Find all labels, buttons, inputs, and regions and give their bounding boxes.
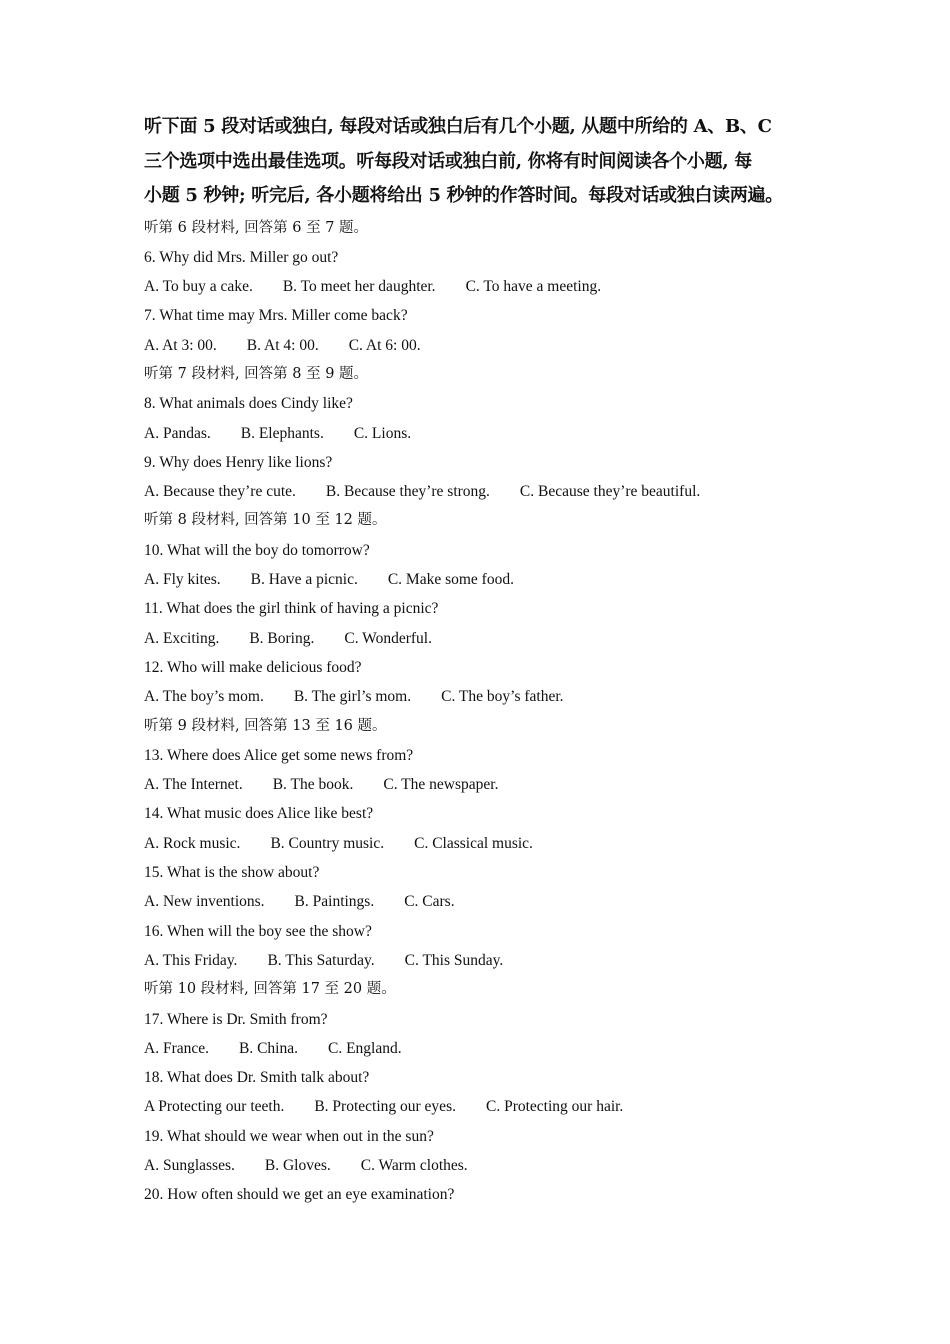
- question-text: 7. What time may Mrs. Miller come back?: [144, 307, 408, 325]
- answer-option: C. Warm clothes.: [360, 1157, 468, 1174]
- answer-option: C. Classical music.: [414, 834, 533, 852]
- document-page: [144, 110, 824, 1210]
- options-row: [144, 770, 824, 799]
- options-row: [144, 565, 824, 594]
- options-row: [144, 887, 824, 916]
- section-heading: 听第 8 段材料, 回答第 10 至 12 题。: [144, 512, 387, 529]
- question-list: [144, 214, 824, 1210]
- question-text: 16. When will the boy see the show?: [144, 922, 372, 940]
- answer-option: C. Protecting our hair.: [485, 1098, 624, 1116]
- answer-option: C. The newspaper.: [383, 776, 499, 794]
- answer-option: A. This Friday.: [144, 951, 238, 969]
- instructions-line: 听下面 5 段对话或独白, 每段对话或独白后有几个小题, 从题中所给的 A、B、C: [144, 116, 772, 137]
- answer-option: B. To meet her daughter.: [282, 278, 436, 296]
- answer-option: B. Because they’re strong.: [325, 483, 490, 501]
- answer-option: A. To buy a cake.: [144, 278, 253, 296]
- answer-option: A. At 3: 00.: [144, 336, 217, 354]
- answer-option: C. Because they’re beautiful.: [519, 483, 701, 501]
- instructions-line: 三个选项中选出最佳选项。听每段对话或独白前, 你将有时间阅读各个小题, 每: [144, 150, 752, 172]
- question-text: 11. What does the girl think of having a picnic?: [144, 600, 439, 618]
- answer-option: C. Wonderful.: [344, 629, 432, 647]
- section-heading: 听第 9 段材料, 回答第 13 至 16 题。: [144, 717, 387, 734]
- answer-option: C. Cars.: [404, 893, 455, 911]
- options-row: [144, 829, 824, 858]
- answer-option: A. Exciting.: [144, 629, 220, 647]
- question-text: 19. What should we wear when out in the sun?: [144, 1127, 434, 1145]
- section-heading: 听第 6 段材料, 回答第 6 至 7 题。: [144, 219, 369, 236]
- question-text: 18. What does Dr. Smith talk about?: [144, 1069, 370, 1087]
- options-row: [144, 1151, 824, 1180]
- question-text: 13. Where does Alice get some news from?: [144, 746, 414, 764]
- options-row: [144, 477, 824, 506]
- question-text: 17. Where is Dr. Smith from?: [144, 1010, 328, 1028]
- answer-option: B. Protecting our eyes.: [314, 1098, 456, 1116]
- answer-option: B. Boring.: [249, 629, 315, 647]
- answer-option: C. Lions.: [353, 424, 412, 442]
- section-heading: 听第 7 段材料, 回答第 8 至 9 题。: [144, 365, 369, 382]
- answer-option: C. This Sunday.: [404, 951, 504, 969]
- options-row: [144, 331, 824, 360]
- answer-option: A. New inventions.: [144, 893, 265, 911]
- answer-option: B. At 4: 00.: [246, 336, 319, 354]
- options-row: [144, 1092, 824, 1121]
- instructions: [144, 110, 824, 214]
- answer-option: B. The book.: [272, 776, 354, 794]
- question-text: 8. What animals does Cindy like?: [144, 395, 353, 413]
- answer-option: A. The boy’s mom.: [144, 688, 264, 706]
- question-text: 10. What will the boy do tomorrow?: [144, 541, 370, 559]
- answer-option: C. To have a meeting.: [465, 278, 602, 296]
- answer-option: B. This Saturday.: [267, 951, 375, 969]
- answer-option: B. Elephants.: [240, 424, 324, 442]
- answer-option: A. Because they’re cute.: [144, 483, 296, 501]
- options-row: [144, 419, 824, 448]
- answer-option: B. Paintings.: [294, 893, 375, 911]
- answer-option: B. China.: [239, 1039, 298, 1057]
- answer-option: A Protecting our teeth.: [144, 1098, 285, 1116]
- answer-option: B. The girl’s mom.: [293, 688, 412, 706]
- answer-option: A. Fly kites.: [144, 571, 221, 589]
- answer-option: B. Have a picnic.: [250, 571, 358, 589]
- answer-option: A. Sunglasses.: [144, 1157, 235, 1174]
- question-text: 15. What is the show about?: [144, 864, 320, 882]
- section-heading: 听第 10 段材料, 回答第 17 至 20 题。: [144, 981, 396, 998]
- question-text: 20. How often should we get an eye examination?: [144, 1186, 455, 1204]
- answer-option: C. England.: [328, 1039, 402, 1057]
- question-text: 14. What music does Alice like best?: [144, 805, 374, 823]
- options-row: [144, 1034, 824, 1063]
- options-row: [144, 682, 824, 711]
- answer-option: B. Gloves.: [264, 1157, 331, 1174]
- answer-option: C. Make some food.: [387, 571, 514, 589]
- answer-option: C. The boy’s father.: [441, 688, 564, 706]
- instructions-line: 小题 5 秒钟; 听完后, 各小题将给出 5 秒钟的作答时间。每段对话或独白读两遍。: [144, 185, 783, 206]
- answer-option: A. The Internet.: [144, 776, 243, 794]
- answer-option: C. At 6: 00.: [348, 336, 421, 354]
- options-row: [144, 624, 824, 653]
- options-row: [144, 946, 824, 975]
- question-text: 9. Why does Henry like lions?: [144, 453, 333, 471]
- answer-option: A. France.: [144, 1039, 209, 1057]
- answer-option: A. Pandas.: [144, 424, 211, 442]
- options-row: [144, 272, 824, 301]
- question-text: 6. Why did Mrs. Miller go out?: [144, 248, 339, 266]
- answer-option: B. Country music.: [270, 834, 385, 852]
- answer-option: A. Rock music.: [144, 834, 241, 852]
- question-text: 12. Who will make delicious food?: [144, 658, 362, 676]
